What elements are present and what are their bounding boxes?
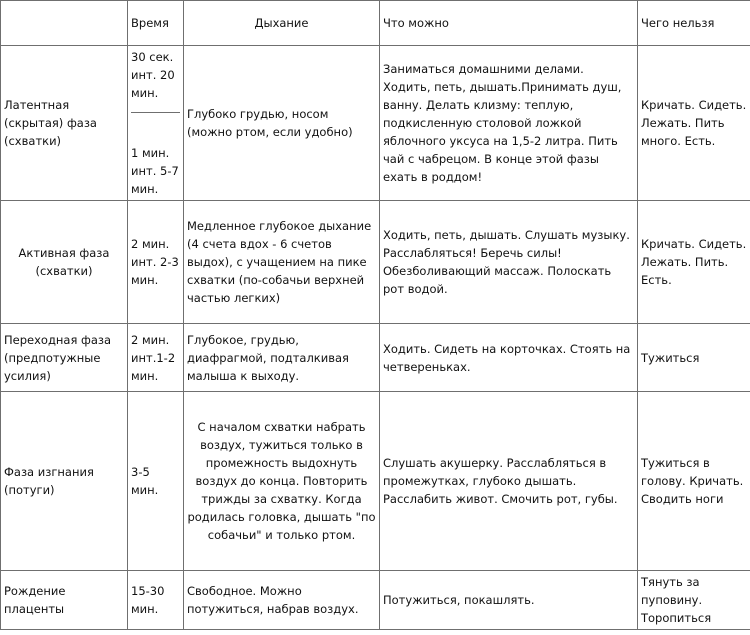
table-row [1,324,750,392]
can-cell: Слушать акушерку. Расслабляться в промежутках, глубоко дышать. Расслабить живот. Смочить рот, губы. [380,392,638,571]
can-cell: Потужиться, покашлять. [380,571,638,630]
can-cell: Ходить. Сидеть на корточках. Стоять на четвереньках. [380,324,638,392]
header-can: Что можно [380,1,638,46]
time-cell [128,46,184,201]
breathing-cell: Глубокое, грудью, диафрагмой, подталкивая малыша к выходу. [184,324,380,392]
table-row [1,46,750,201]
breathing-cell: С началом схватки набрать воздух, тужиться только в промежность выдохнуть воздух до конца. Повторить трижды за схватку. Когда родилась головка, дышать "по собачьи" и только ртом. [184,392,380,571]
cannot-cell: Тянуть за пуповину. Торопиться [638,571,750,630]
time-cell: 2 мин. инт.1-2 мин. [128,324,184,392]
header-breathing: Дыхание [184,1,380,46]
breathing-cell: Медленное глубокое дыхание (4 счета вдох - 6 счетов выдох), с учащением на пике схватки (по-собачьи верхней частью легких) [184,201,380,324]
phase-cell: Переходная фаза (предпотужные усилия) [1,324,128,392]
cannot-cell: Тужиться в голову. Кричать. Сводить ноги [638,392,750,571]
phase-cell: Латентная (скрытая) фаза (схватки) [1,46,128,201]
header-cannot: Чего нельзя [638,1,750,46]
can-cell: Ходить, петь, дышать. Слушать музыку. Расслабляться! Беречь силы! Обезболивающий массаж. Полоскать рот водой. [380,201,638,324]
cannot-cell: Тужиться [638,324,750,392]
phase-cell: Фаза изгнания (потуги) [1,392,128,571]
time-cell: 15-30 мин. [128,571,184,630]
table-row [1,571,750,630]
time-cell: 2 мин. инт. 2-3 мин. [128,201,184,324]
table-row [1,201,750,324]
header-row [1,1,750,46]
phase-cell: Рождение плаценты [1,571,128,630]
table-row [1,392,750,571]
time-top: 30 сек. инт. 20 мин. [131,48,180,113]
breathing-cell: Глубоко грудью, носом (можно ртом, если удобно) [184,46,380,201]
breathing-cell: Свободное. Можно потужиться, набрав воздух. [184,571,380,630]
cannot-cell: Кричать. Сидеть. Лежать. Пить. Есть. [638,201,750,324]
time-cell: 3-5 мин. [128,392,184,571]
header-blank-cell [1,1,128,46]
can-cell: Заниматься домашними делами. Ходить, петь, дышать.Принимать душ, ванну. Делать клизму: теплую, подкисленную столовой ложкой яблочного уксуса на 1,5-2 литра. Пить чай с чабрецом. В конце этой фазы ехать в роддом! [380,46,638,201]
cannot-cell: Кричать. Сидеть. Лежать. Пить много. Есть. [638,46,750,201]
phase-cell: Активная фаза (схватки) [1,201,128,324]
time-bottom: 1 мин. инт. 5-7 мин. [131,146,179,196]
header-time: Время [128,1,184,46]
